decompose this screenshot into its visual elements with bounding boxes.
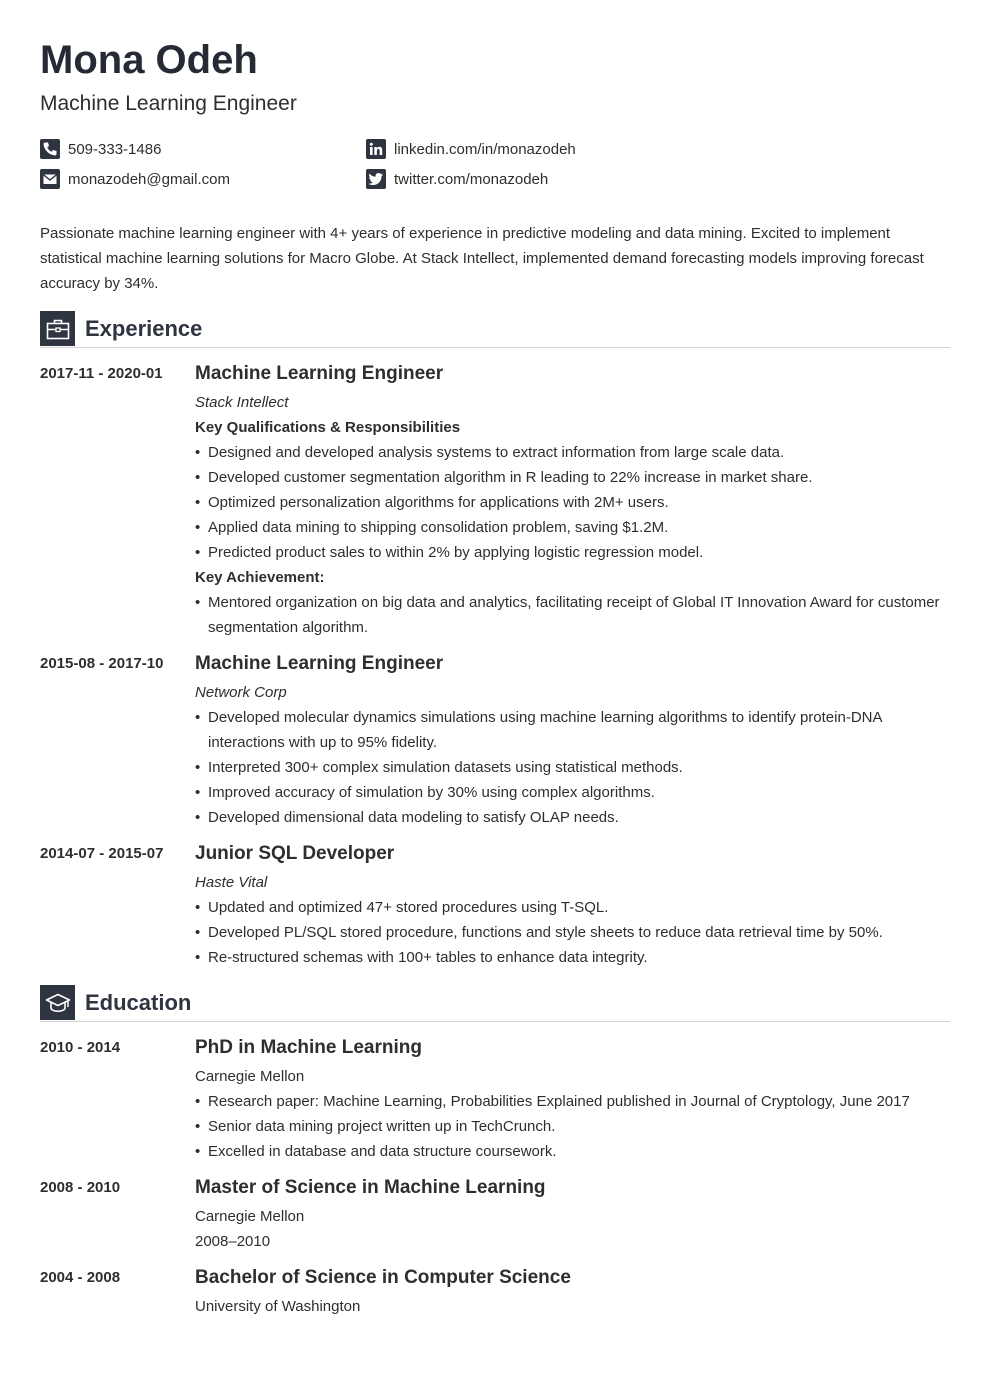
education-dates: 2008 - 2010 bbox=[40, 1179, 121, 1196]
list-item: • Designed and developed analysis systems to extract information from large scale data. bbox=[195, 440, 950, 465]
linkedin-icon bbox=[366, 139, 386, 159]
list-item: • Re-structured schemas with 100+ tables to enhance data integrity. bbox=[195, 945, 950, 970]
education-heading: Education bbox=[85, 990, 192, 1015]
list-item: • Excelled in database and data structure coursework. bbox=[195, 1139, 950, 1164]
job-title: Junior SQL Developer bbox=[195, 843, 395, 864]
education-section-header bbox=[40, 985, 950, 1022]
responsibilities-list bbox=[195, 895, 950, 970]
list-item: • Mentored organization on big data and analytics, facilitating receipt of Global IT Innovation Award for customer segmentation algorithm. bbox=[195, 590, 950, 640]
candidate-title: Machine Learning Engineer bbox=[40, 92, 297, 115]
list-item: • Developed molecular dynamics simulations using machine learning algorithms to identify protein-DNA interactions with up to 95% fidelity. bbox=[195, 705, 950, 755]
contact-linkedin bbox=[366, 138, 576, 160]
list-item: • Research paper: Machine Learning, Probabilities Explained published in Journal of Cryptology, June 2017 bbox=[195, 1089, 950, 1114]
company-name: Haste Vital bbox=[195, 874, 268, 891]
list-item: • Updated and optimized 47+ stored procedures using T-SQL. bbox=[195, 895, 950, 920]
degree-title: Master of Science in Machine Learning bbox=[195, 1177, 546, 1198]
linkedin-link[interactable]: linkedin.com/in/monazodeh bbox=[394, 140, 576, 158]
achievement-heading: Key Achievement: bbox=[195, 569, 325, 586]
list-item: • Predicted product sales to within 2% by applying logistic regression model. bbox=[195, 540, 950, 565]
list-item: • Improved accuracy of simulation by 30% using complex algorithms. bbox=[195, 780, 950, 805]
twitter-link[interactable]: twitter.com/monazodeh bbox=[394, 170, 549, 188]
education-dates: 2010 - 2014 bbox=[40, 1039, 121, 1056]
degree-title: PhD in Machine Learning bbox=[195, 1037, 422, 1058]
candidate-name: Mona Odeh bbox=[40, 38, 258, 82]
job-dates: 2015-08 - 2017-10 bbox=[40, 655, 164, 672]
job-title: Machine Learning Engineer bbox=[195, 363, 444, 384]
education-details-list bbox=[195, 1089, 950, 1164]
responsibilities-list bbox=[195, 705, 950, 830]
phone-icon bbox=[40, 139, 60, 159]
graduation-cap-icon bbox=[40, 985, 75, 1020]
job-title: Machine Learning Engineer bbox=[195, 653, 444, 674]
company-name: Network Corp bbox=[195, 684, 287, 701]
list-item: • Senior data mining project written up in TechCrunch. bbox=[195, 1114, 950, 1139]
job-dates: 2017-11 - 2020-01 bbox=[40, 365, 163, 382]
experience-section-header bbox=[40, 311, 950, 348]
list-item: • Interpreted 300+ complex simulation datasets using statistical methods. bbox=[195, 755, 950, 780]
briefcase-icon bbox=[40, 311, 75, 346]
list-item: • Optimized personalization algorithms for applications with 2M+ users. bbox=[195, 490, 950, 515]
degree-title: Bachelor of Science in Computer Science bbox=[195, 1267, 571, 1288]
company-name: Stack Intellect bbox=[195, 394, 289, 411]
contact-email bbox=[40, 168, 230, 190]
contact-phone bbox=[40, 138, 161, 160]
school-name: University of Washington bbox=[195, 1298, 361, 1315]
twitter-icon bbox=[366, 169, 386, 189]
achievement-list bbox=[195, 590, 950, 640]
school-name: Carnegie Mellon bbox=[195, 1068, 305, 1085]
profile-summary: Passionate machine learning engineer with 4+ years of experience in predictive modeling and data mining. Excited to implement statistical machine learning solutions for Macro Globe. At Stack Intellect, implemented demand forecasting models improving forecast accuracy by 34%. bbox=[40, 225, 924, 292]
phone-text: 509-333-1486 bbox=[68, 140, 162, 158]
list-item: • Developed customer segmentation algorithm in R leading to 22% increase in market share. bbox=[195, 465, 950, 490]
school-name: Carnegie Mellon bbox=[195, 1208, 305, 1225]
list-item: • Applied data mining to shipping consolidation problem, saving $1.2M. bbox=[195, 515, 950, 540]
education-period: 2008–2010 bbox=[195, 1233, 271, 1250]
email-link[interactable]: monazodeh@gmail.com bbox=[68, 170, 230, 188]
responsibilities-list bbox=[195, 440, 950, 565]
job-dates: 2014-07 - 2015-07 bbox=[40, 845, 164, 862]
education-dates: 2004 - 2008 bbox=[40, 1269, 121, 1286]
list-item: • Developed PL/SQL stored procedure, functions and style sheets to reduce data retrieval time by 50%. bbox=[195, 920, 950, 945]
list-item: • Developed dimensional data modeling to satisfy OLAP needs. bbox=[195, 805, 950, 830]
experience-heading: Experience bbox=[85, 316, 203, 341]
contact-twitter bbox=[366, 168, 548, 190]
envelope-icon bbox=[40, 169, 60, 189]
responsibilities-heading: Key Qualifications & Responsibilities bbox=[195, 419, 461, 436]
